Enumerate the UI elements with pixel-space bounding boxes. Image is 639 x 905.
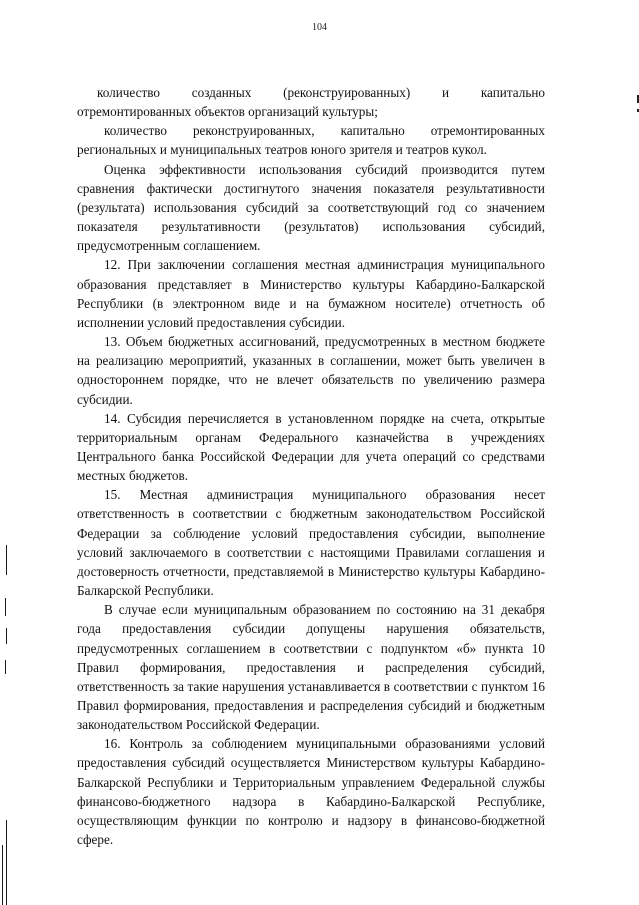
paragraph-indicator-theatres: количество реконструированных, капитально отремонтированных региональных и муниципальных театров юного зрителя и театров кукол. [77,123,545,158]
paragraph-12: 12. При заключении соглашения местная администрация муниципального образования представляет в Министерство культуры Кабардино-Балкарской Республики (в электронном виде и на бумажном носителе) отчетность об исполнении условий предоставления субсидии. [77,257,545,330]
left-margin-mark [6,545,7,575]
document-body [77,83,545,849]
paragraph-15: 15. Местная администрация муниципального образования несет ответственность в соответствии с бюджетным законодательством Российской Федерации за соблюдение условий предоставления субсидии, выполнение условий заключаемого в соответствии с настоящими Правилами соглашения и достоверность отчетности, представляемой в Министерство культуры Кабардино-Балкарской Республики. [77,487,545,599]
left-margin-mark [5,660,6,674]
paragraph-efficiency-evaluation: Оценка эффективности использования субсидий производится путем сравнения фактически достигнутого значения показателя результативности (результата) использования субсидий за соответствующий год со значением показателя результативности (результатов) использования субсидий, предусмотренным соглашением. [77,161,545,254]
paragraph-14: 14. Субсидия перечисляется в установленном порядке на счета, открытые территориальным органам Федерального казначейства в учреждениях Центрального банка Российской Федерации для учета операций со средствами местных бюджетов. [77,410,545,484]
left-margin-mark [5,598,6,616]
paragraph-indicator-objects: количество созданных (реконструированных) и капитально отремонтированных объектов организаций культуры; [77,85,545,120]
page-number: 104 [312,22,327,33]
paragraph-16: 16. Контроль за соблюдением муниципальными образованиями условий предоставления субсидий осуществляется Министерством культуры Кабардино-Балкарской Республики и Территориальным управлением Федеральной службы финансово-бюджетного надзора в Кабардино-Балкарской Республике, осуществляющим функции по контролю и надзору в финансово-бюджетной сфере. [77,736,545,848]
left-margin-mark [6,628,7,644]
paragraph-15-violations: В случае если муниципальным образованием по состоянию на 31 декабря года предоставления субсидии допущены нарушения обязательств, предусмотренных соглашением в соответствии с подпунктом «б» пункта 10 Правил формирования, предоставления и распределения субсидий, ответственность за такие нарушения устанавливается в соответствии с пунктом 16 Правил формирования, предоставления и распределения субсидий и бюджетным законодательством Российской Федерации. [77,602,545,733]
left-margin-mark [6,820,7,905]
left-margin-mark [2,845,3,905]
paragraph-13: 13. Объем бюджетных ассигнований, предусмотренных в местном бюджете на реализацию мероприятий, указанных в соглашении, может быть увеличен в одностороннем порядке, что не влечет обязательств по увеличению размера субсидии. [77,334,545,407]
